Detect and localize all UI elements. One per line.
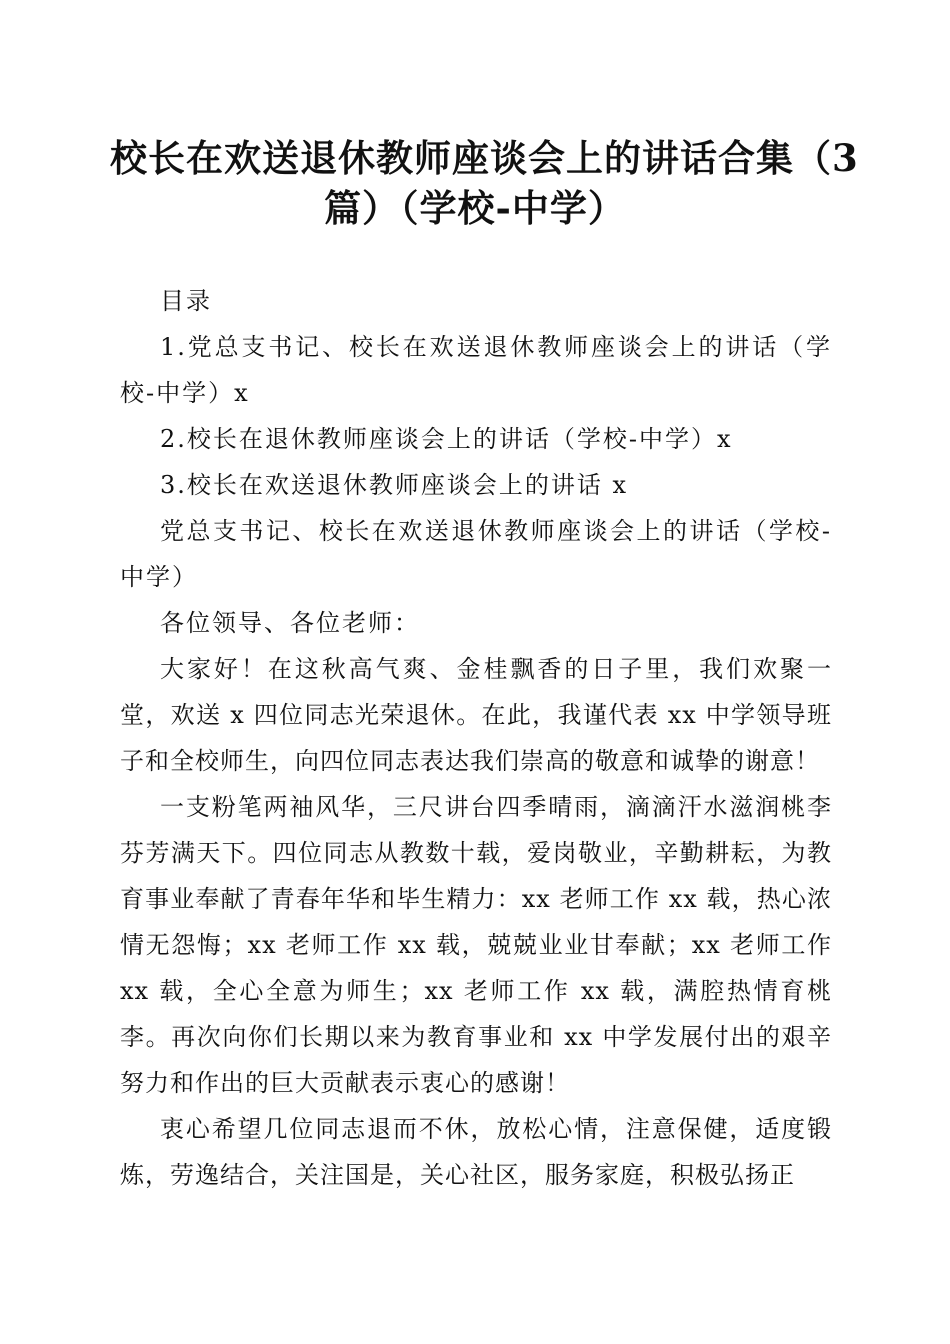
- document-title-line-2: 篇）（学校-中学）: [324, 186, 626, 230]
- salutation: 各位领导、各位老师：: [160, 609, 420, 637]
- document-body: [120, 278, 832, 1198]
- document-title-line-1: 校长在欢送退休教师座谈会上的讲话合集（3: [110, 136, 859, 180]
- toc-heading: 目录: [160, 287, 212, 315]
- section-heading: 党总支书记、校长在欢送退休教师座谈会上的讲话（学校-中学）: [120, 517, 832, 591]
- body-paragraph: 大家好！在这秋高气爽、金桂飘香的日子里，我们欢聚一堂，欢送 x 四位同志光荣退休。在此，我谨代表 xx 中学领导班子和全校师生，向四位同志表达我们崇高的敬意和诚挚的谢意！: [120, 655, 832, 775]
- toc-item-3: 3.校长在欢送退休教师座谈会上的讲话 x: [160, 471, 629, 499]
- body-paragraph: 一支粉笔两袖风华，三尺讲台四季晴雨，滴滴汗水滋润桃李芬芳满天下。四位同志从教数十载，爱岗敬业，辛勤耕耘，为教育事业奉献了青春年华和毕生精力：xx 老师工作 xx 载，热心浓情无怨悔；xx 老师工作 xx 载，兢兢业业甘奉献；xx 老师工作 xx 载，全心全意为师生；xx 老师工作 xx 载，满腔热情育桃李。再次向你们长期以来为教育事业和 xx 中学发展付出的艰辛努力和作出的巨大贡献表示衷心的感谢！: [120, 793, 832, 1097]
- body-paragraph: 衷心希望几位同志退而不休，放松心情，注意保健，适度锻炼，劳逸结合，关注国是，关心社区，服务家庭，积极弘扬正: [120, 1115, 832, 1189]
- toc-item-1: 1.党总支书记、校长在欢送退休教师座谈会上的讲话（学校-中学）x: [120, 333, 832, 407]
- toc-item-2: 2.校长在退休教师座谈会上的讲话（学校-中学）x: [160, 425, 733, 453]
